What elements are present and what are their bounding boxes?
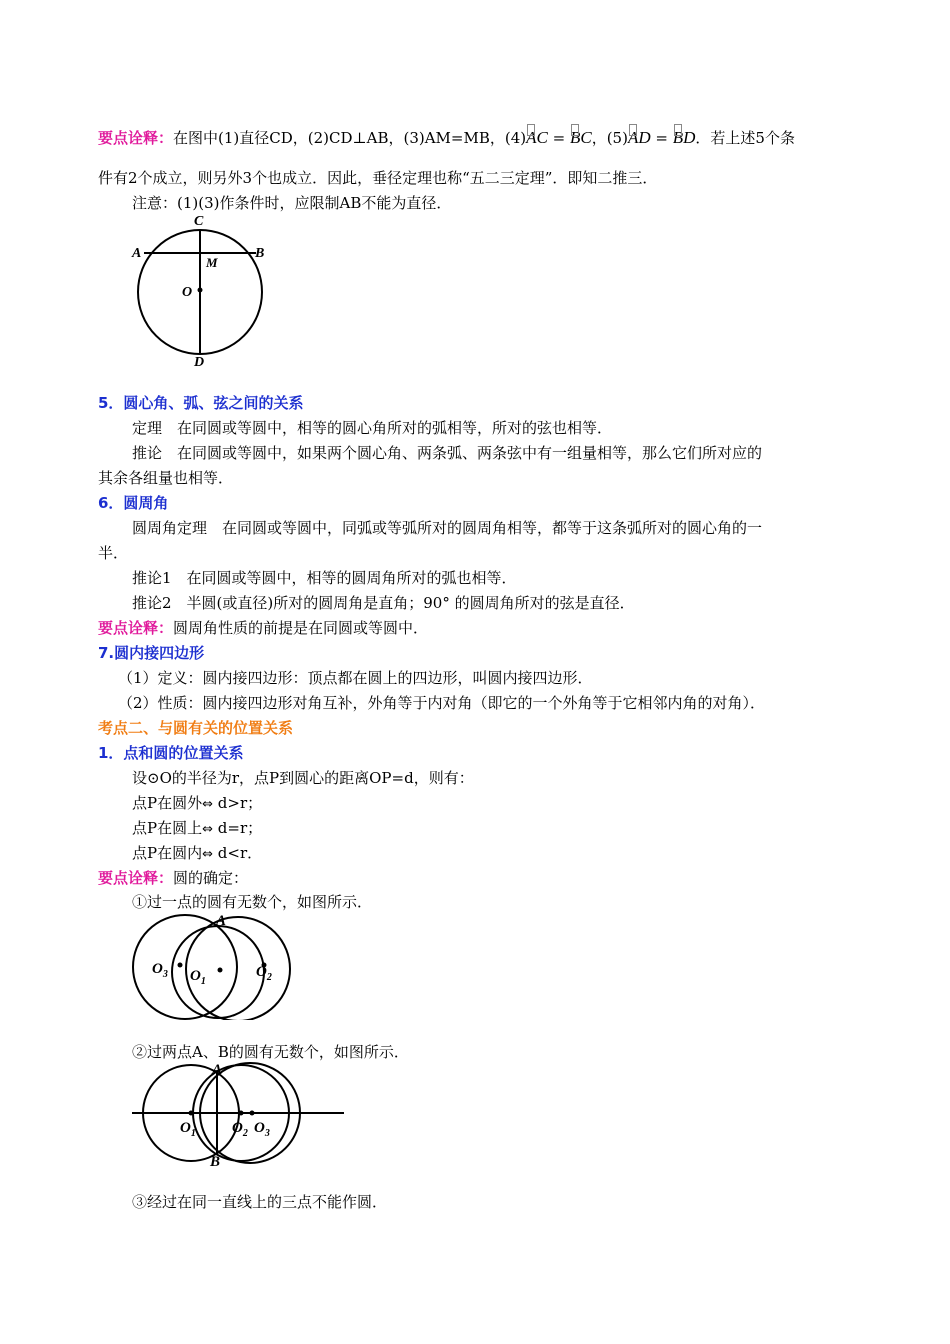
kd2-heading: 考点二、与圆有关的位置关系 — [98, 719, 294, 737]
fig1-label-m: M — [206, 255, 218, 270]
sec6-note-label: 要点诠释： — [98, 619, 174, 637]
fig3-label-b: B — [210, 1154, 221, 1170]
fig2-point-a-center — [218, 968, 223, 973]
fig1-label-a: A — [132, 246, 142, 261]
fig1-label-b: B — [255, 246, 265, 261]
note1-text-a: 在图中(1)直径CD，(2)CD⊥AB，(3)AM=MB，(4) — [173, 129, 527, 147]
fig3-dot-o1 — [189, 1111, 194, 1116]
fig2-o2-sub: 2 — [266, 972, 272, 983]
kd2-note-label: 要点诠释： — [98, 869, 174, 887]
fig3-o3-sub: 3 — [264, 1128, 270, 1139]
fig2-o1-text: O — [190, 968, 201, 984]
kd2-point-inside — [132, 843, 262, 865]
sec5-corollary-b: 其余各组量也相等． — [98, 469, 234, 487]
fig2-circle-o2 — [186, 917, 290, 1020]
fig3-o2-text: O — [232, 1120, 243, 1136]
sec6-note — [98, 618, 428, 638]
equiv-icon: ⇔ — [202, 847, 213, 862]
fig2-label-a: A — [216, 913, 227, 929]
kd2-point-outside — [132, 793, 262, 815]
arc-bd: BD — [672, 128, 696, 147]
p-out-rel: d>r； — [217, 794, 263, 812]
sec6-theorem-a: 圆周角定理 在同圆或等圆中，同弧或等弧所对的圆周角相等，都等于这条弧所对的圆心角的一 — [132, 519, 763, 537]
sec7-heading: 7.圆内接四边形 — [98, 644, 205, 662]
kd2-item1: ①过一点的圆有无数个，如图所示． — [132, 893, 373, 911]
fig3-o1-text: O — [180, 1120, 191, 1136]
perpendicular-diameter-figure — [128, 210, 273, 370]
note1-eq2: = — [650, 129, 673, 147]
note1-line1 — [98, 128, 795, 148]
fig2-o1-sub: 1 — [200, 976, 206, 987]
fig3-o3-text: O — [254, 1120, 265, 1136]
kd2-intro: 设⊙O的半径为r，点P到圆心的距离OP=d，则有： — [132, 769, 474, 787]
sec6-corollary-1: 推论1 在同圆或等圆中，相等的圆周角所对的弧也相等． — [132, 569, 517, 587]
fig3-dot-o3 — [250, 1111, 255, 1116]
note1-line2: 件有2个成立，则另外3个也成立．因此，垂径定理也称“五二三定理”．即知二推三． — [98, 169, 658, 187]
kd2-sub1: 1．点和圆的位置关系 — [98, 744, 244, 762]
fig2-o2-text: O — [256, 964, 267, 980]
fig3-label-a: A — [212, 1062, 223, 1078]
note1-label: 要点诠释： — [98, 129, 174, 147]
note1-text-b: ，(5) — [591, 129, 628, 147]
fig2-dot-o3 — [178, 963, 183, 968]
fig3-label-o3 — [254, 1120, 270, 1139]
fig3-dot-o2 — [239, 1111, 244, 1116]
kd2-note — [98, 868, 248, 888]
fig1-label-c: C — [194, 214, 204, 229]
fig3-o2-sub: 2 — [242, 1128, 248, 1139]
arc-ad: AD — [627, 128, 651, 147]
kd2-item3: ③经过在同一直线上的三点不能作圆． — [132, 1193, 388, 1211]
fig1-label-o: O — [182, 285, 193, 300]
kd2-point-on — [132, 818, 262, 840]
note1-eq1: = — [547, 129, 570, 147]
sec6-heading: 6．圆周角 — [98, 494, 169, 512]
note1-attention: 注意：(1)(3)作条件时，应限制AB不能为直径． — [132, 194, 452, 212]
note1-text-c: ．若上述5个条 — [695, 129, 795, 147]
kd2-note-text: 圆的确定： — [173, 869, 249, 887]
fig2-o3-sub: 3 — [162, 969, 168, 980]
fig3-label-o2 — [232, 1120, 248, 1139]
sec6-corollary-2: 推论2 半圆(或直径)所对的圆周角是直角；90° 的圆周角所对的弦是直径． — [132, 594, 635, 612]
sec6-theorem-b: 半． — [98, 544, 129, 562]
sec6-note-text: 圆周角性质的前提是在同圆或等圆中． — [173, 619, 429, 637]
fig1-label-d: D — [194, 355, 205, 370]
sec5-heading: 5．圆心角、弧、弦之间的关系 — [98, 394, 304, 412]
sec5-theorem: 定理 在同圆或等圆中，相等的圆心角所对的弧相等，所对的弦也相等． — [132, 419, 613, 437]
p-in-label: 点P在圆内 — [132, 844, 203, 862]
fig2-o3-text: O — [152, 961, 163, 977]
sec7-property: （2）性质：圆内接四边形对角互补，外角等于内对角（即它的一个外角等于它相邻内角的对角）． — [118, 694, 766, 712]
kd2-item2: ②过两点A、B的圆有无数个，如图所示． — [132, 1043, 409, 1061]
p-out-label: 点P在圆外 — [132, 794, 203, 812]
sec5-corollary-a: 推论 在同圆或等圆中，如果两个圆心角、两条弧、两条弦中有一组量相等，那么它们所对应的 — [132, 444, 763, 462]
p-on-label: 点P在圆上 — [132, 819, 203, 837]
p-on-rel: d=r； — [217, 819, 263, 837]
fig3-o1-sub: 1 — [190, 1128, 196, 1139]
fig1-center-dot — [198, 288, 203, 293]
p-in-rel: d<r． — [217, 844, 263, 862]
arc-bc: BC — [569, 128, 592, 147]
circles-through-two-points-figure — [128, 1060, 348, 1170]
arc-ac: AC — [526, 128, 548, 147]
circles-through-one-point-figure — [128, 910, 298, 1020]
fig2-label-o1 — [190, 968, 206, 987]
sec7-definition: （1）定义：圆内接四边形：顶点都在圆上的四边形，叫圆内接四边形． — [118, 669, 593, 687]
fig2-label-o3 — [152, 961, 168, 980]
equiv-icon: ⇔ — [202, 797, 213, 812]
equiv-icon: ⇔ — [202, 822, 213, 837]
